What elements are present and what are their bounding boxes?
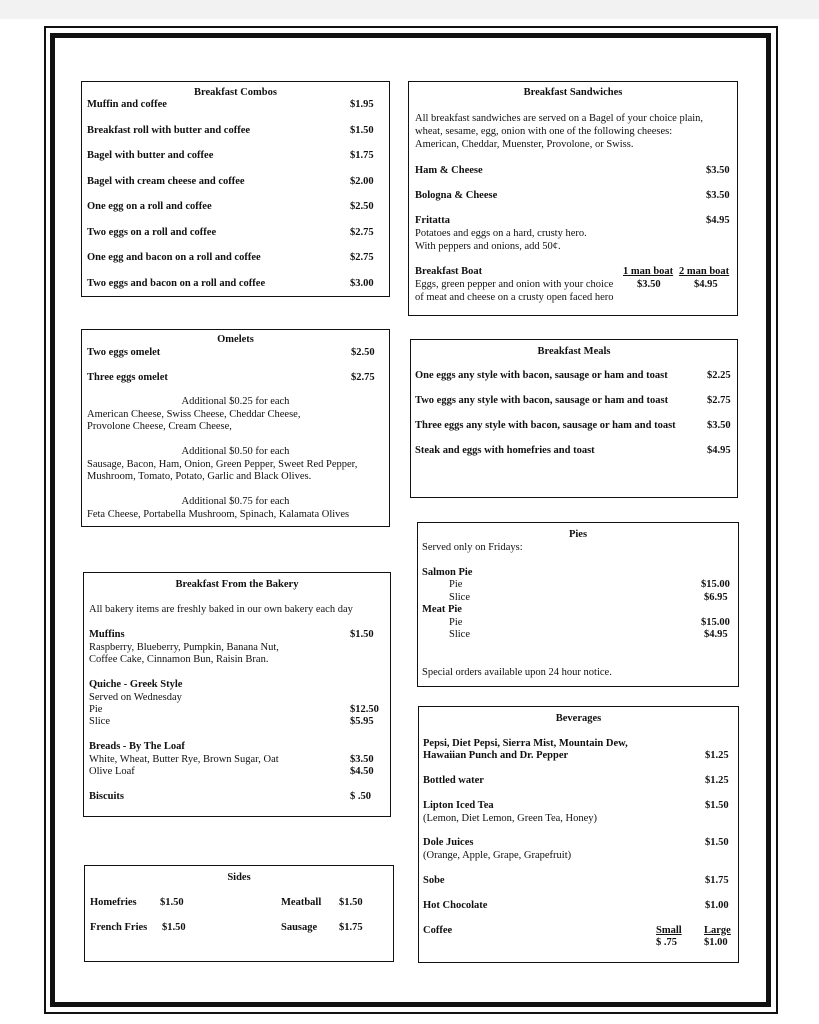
menu-item-name: Biscuits [89,791,125,802]
size-label: Slice [89,716,110,727]
pies-footer-note: Special orders available upon 24 hour notice. [422,667,612,678]
menu-item-price: $12.50 [350,704,379,715]
menu-item-price: $5.95 [350,716,374,727]
sandwich-intro-line: American, Cheddar, Muenster, Provolone, or Swiss. [415,139,634,150]
menu-item-name: Coffee [423,925,453,936]
addon-list: Mushroom, Tomato, Potato, Garlic and Black Olives. [87,471,312,482]
menu-item-name: Hawaiian Punch and Dr. Pepper [423,750,569,761]
section-title: Breakfast Meals [537,346,611,357]
menu-item-price: $1.50 [162,922,186,933]
menu-item-price: $1.75 [705,875,729,886]
menu-item-price: $2.75 [350,226,374,238]
menu-item-price: $4.95 [694,279,718,290]
menu-item-price: $4.50 [350,766,374,777]
pie-size-label: Pie [449,579,463,590]
menu-item-description: (Orange, Apple, Grape, Grapefruit) [423,850,572,861]
section-title: Breakfast Sandwiches [523,87,623,98]
bakery-intro: All bakery items are freshly baked in our own bakery each day [89,604,353,615]
menu-item-description: Served on Wednesday [89,692,182,703]
section-title: Breakfast Combos [194,87,277,98]
menu-item-price: $2.75 [350,252,374,263]
addon-list: American Cheese, Swiss Cheese, Cheddar Cheese, [87,409,301,420]
menu-item-price: $1.50 [350,124,374,136]
menu-item-name: Bottled water [423,775,484,786]
menu-item-name: One eggs any style with bacon, sausage or ham and toast [415,370,668,381]
section-title: Sides [227,872,251,883]
menu-item-name: Two eggs on a roll and coffee [87,226,217,238]
menu-item-price: $1.75 [350,150,374,161]
menu-item-name: Sausage [281,922,318,933]
size-label: Pie [89,704,103,715]
sandwich-intro-line: wheat, sesame, egg, onion with one of the following cheeses: [415,126,673,137]
menu-item-price: $1.50 [705,837,729,848]
pies-section [417,522,739,687]
menu-item-price: $3.50 [637,279,661,290]
menu-item-name: Pepsi, Diet Pepsi, Sierra Mist, Mountain Dew, [423,738,628,749]
beverages-section [418,706,739,963]
menu-item-name: Breakfast roll with butter and coffee [87,124,251,136]
size-column-header: 1 man boat [623,266,674,277]
size-column-header: Large [704,925,731,936]
menu-item-price: $1.25 [705,775,729,786]
menu-item-price: $3.50 [706,165,730,176]
menu-item-name: Bagel with butter and coffee [87,150,214,161]
section-title: Omelets [217,334,254,345]
menu-item-description: White, Wheat, Butter Rye, Brown Sugar, Oat [89,754,279,765]
menu-item-name: Salmon Pie [422,567,473,578]
menu-item-price: $2.75 [707,395,731,406]
menu-item-name: Hot Chocolate [423,900,488,911]
menu-item-name: Fritatta [415,215,450,226]
menu-item-name: Breads - By The Loaf [89,741,185,752]
menu-item-name: Bagel with cream cheese and coffee [87,175,245,187]
menu-item-description: of meat and cheese on a crusty open faced hero [415,292,614,303]
menu-item-description: Olive Loaf [89,766,135,777]
omelets-section [81,329,390,527]
menu-item-name: Muffins [89,629,125,640]
section-title: Beverages [555,713,602,724]
breakfast-combos-section [81,81,390,297]
addon-list: Feta Cheese, Portabella Mushroom, Spinach, Kalamata Olives [87,509,350,520]
bakery-section [83,572,391,817]
menu-item-name: Lipton Iced Tea [423,800,494,811]
menu-item-price: $4.95 [704,629,728,640]
menu-item-name: Two eggs any style with bacon, sausage or ham and toast [415,395,669,406]
section-title: Pies [568,529,588,540]
menu-item-price: $ .75 [656,937,677,948]
pie-size-label: Pie [449,617,463,628]
menu-item-price: $3.50 [350,754,374,765]
menu-item-price: $1.50 [160,897,184,908]
menu-item-name: Three eggs omelet [87,372,168,383]
section-title: Breakfast From the Bakery [175,579,299,590]
menu-item-price: $4.95 [706,215,730,226]
menu-item-name: Quiche - Greek Style [89,679,183,690]
breakfast-sandwiches-section [408,81,738,316]
menu-item-description: Coffee Cake, Cinnamon Bun, Raisin Bran. [89,654,269,665]
pie-size-label: Slice [449,592,470,603]
menu-item-price: $1.25 [705,750,729,761]
menu-item-price: $2.75 [351,372,375,383]
menu-item-price: $4.95 [707,445,731,456]
menu-item-price: $3.50 [706,190,730,201]
menu-item-price: $2.25 [707,370,731,381]
pies-note: Served only on Fridays: [422,542,523,553]
menu-item-price: $1.50 [705,800,729,811]
menu-item-price: $1.75 [339,922,363,933]
menu-item-name: Two eggs and bacon on a roll and coffee [87,277,266,289]
menu-item-price: $2.00 [350,175,374,187]
menu-item-price: $2.50 [350,201,374,212]
addon-heading: Additional $0.75 for each [181,496,290,507]
menu-item-price: $1.50 [339,897,363,908]
menu-item-description: With peppers and onions, add 50¢. [415,241,561,252]
menu-item-name: Bologna & Cheese [415,190,498,201]
menu-item-name: Meatball [281,897,322,908]
menu-item-price: $15.00 [701,579,730,590]
breakfast-meals-section [410,339,738,498]
menu-item-price: $3.00 [350,277,374,289]
menu-item-description: Raspberry, Blueberry, Pumpkin, Banana Nut, [89,642,279,653]
menu-item-description: Eggs, green pepper and onion with your choice [415,279,614,290]
menu-item-name: Three eggs any style with bacon, sausage or ham and toast [415,420,676,431]
menu-item-price: $3.50 [707,420,731,431]
size-column-header: Small [656,925,682,936]
menu-item-price: $1.00 [704,937,728,948]
pie-size-label: Slice [449,629,470,640]
menu-item-name: Muffin and coffee [87,99,167,110]
menu-item-description: Potatoes and eggs on a hard, crusty hero. [415,228,587,239]
menu-item-price: $1.50 [350,629,374,640]
menu-item-name: Ham & Cheese [415,165,483,176]
menu-item-name: Steak and eggs with homefries and toast [415,445,595,456]
addon-heading: Additional $0.25 for each [181,396,290,407]
menu-item-price: $1.95 [350,99,374,110]
window-top-strip [0,0,819,19]
menu-item-name: Two eggs omelet [87,347,161,358]
addon-heading: Additional $0.50 for each [181,446,290,457]
menu-item-name: Meat Pie [422,604,462,615]
addon-list: Sausage, Bacon, Ham, Onion, Green Pepper, Sweet Red Pepper, [87,459,358,470]
sandwich-intro-line: All breakfast sandwiches are served on a Bagel of your choice plain, [415,113,704,124]
size-column-header: 2 man boat [679,266,730,277]
menu-item-price: $2.50 [351,347,375,358]
menu-item-name: Dole Juices [423,837,474,848]
addon-list: Provolone Cheese, Cream Cheese, [87,421,232,432]
menu-item-name: Sobe [423,875,445,886]
menu-item-price: $1.00 [705,900,729,911]
menu-item-name: One egg on a roll and coffee [87,201,212,212]
menu-item-name: One egg and bacon on a roll and coffee [87,252,261,263]
menu-item-name: Breakfast Boat [415,266,483,277]
menu-item-price: $6.95 [704,592,728,603]
sides-section [84,865,394,962]
menu-item-price: $ .50 [350,791,371,802]
menu-item-name: French Fries [90,922,148,933]
menu-item-description: (Lemon, Diet Lemon, Green Tea, Honey) [423,813,598,824]
menu-item-name: Homefries [90,897,137,908]
menu-item-price: $15.00 [701,617,730,628]
